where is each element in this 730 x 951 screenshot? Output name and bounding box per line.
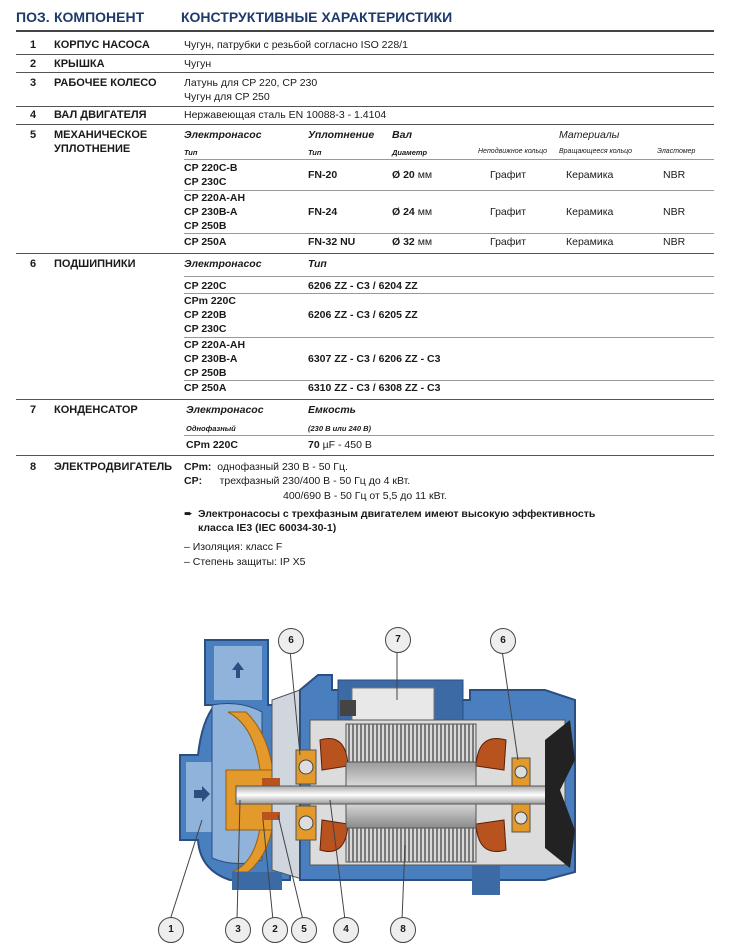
row-1-component: КОРПУС НАСОСА (54, 39, 150, 51)
seal-model: CP 230C (184, 176, 227, 188)
row-2-number: 2 (29, 58, 37, 70)
row-5-number: 5 (29, 129, 37, 141)
row-4-component: ВАЛ ДВИГАТЕЛЯ (54, 109, 147, 121)
row-4-spec: Нержавеющая сталь EN 10088-3 - 1.4104 (184, 109, 387, 121)
seal-col-pump: Электронасос (184, 129, 262, 141)
bearing-model: CP 230B-A (184, 353, 238, 365)
row-6-number: 6 (29, 258, 37, 270)
row-1-spec: Чугун, патрубки с резьбой согласно ISO 228/1 (184, 39, 408, 51)
arrow-icon: ➨ (184, 508, 193, 520)
cap-col-capacity: Емкость (308, 404, 356, 416)
motor-protection: – Степень защиты: IP X5 (184, 556, 306, 568)
row-2-component: КРЫШКА (54, 58, 105, 70)
motor-line-cpm: CPm: однофазный 230 В - 50 Гц. (184, 461, 348, 473)
motor-note-line2: класса IE3 (IEC 60034-30-1) (198, 522, 337, 534)
seal-model: CP 230B-A (184, 206, 238, 218)
bearing-model: CP 220A-AH (184, 339, 246, 351)
seal-type: FN-20 (308, 169, 338, 181)
callout-6-left: 6 (278, 628, 304, 654)
bearing-col-pump: Электронасос (184, 258, 262, 270)
callout-3: 3 (225, 917, 251, 943)
row-5-component-line1: МЕХАНИЧЕСКОЕ (54, 129, 148, 141)
seal-type: FN-24 (308, 206, 338, 218)
row-7-component: КОНДЕНСАТОР (54, 404, 138, 416)
bearing-model: CP 250B (184, 367, 227, 379)
cap-sub-phase: Однофазный (186, 424, 236, 433)
cap-sub-voltage: (230 В или 240 В) (308, 424, 372, 433)
seal-sub-rotating-ring: Вращающееся кольцо (559, 148, 633, 155)
cap-value: 70 µF - 450 В (308, 439, 372, 451)
seal-sub-diameter: Диаметр (392, 148, 428, 157)
seal-col-shaft: Вал (392, 129, 413, 141)
seal-rotating: Керамика (566, 169, 614, 181)
row-5-component-line2: УПЛОТНЕНИЕ (54, 143, 131, 155)
seal-type: FN-32 NU (308, 236, 356, 248)
seal-diameter: Ø 32 мм (392, 236, 433, 248)
seal-model: CP 250A (184, 236, 227, 248)
bearing-model: CP 230C (184, 323, 227, 335)
row-3-spec-line2: Чугун для CP 250 (184, 91, 270, 103)
callout-7: 7 (385, 627, 411, 653)
row-3-number: 3 (29, 77, 37, 89)
callout-5: 5 (291, 917, 317, 943)
seal-fixed: Графит (490, 206, 527, 218)
bearing-type: 6206 ZZ - C3 / 6204 ZZ (308, 280, 418, 292)
row-1-number: 1 (29, 39, 37, 51)
seal-sub-type2: Тип (308, 148, 322, 157)
motor-line-3: 400/690 В - 50 Гц от 5,5 до 11 кВт. (283, 490, 447, 502)
seal-diameter: Ø 20 мм (392, 169, 433, 181)
callout-1: 1 (158, 917, 184, 943)
seal-rotating: Керамика (566, 236, 614, 248)
seal-elastomer: NBR (663, 206, 686, 218)
header-component: КОМПОНЕНТ (54, 9, 145, 25)
callout-2: 2 (262, 917, 288, 943)
seal-model: CP 220C-B (184, 162, 238, 174)
callout-8: 8 (390, 917, 416, 943)
seal-sub-type: Тип (184, 148, 198, 157)
motor-note-line1: Электронасосы с трехфазным двигателем имеют высокую эффективность (198, 508, 596, 520)
seal-rotating: Керамика (566, 206, 614, 218)
bearing-type: 6206 ZZ - C3 / 6205 ZZ (308, 309, 418, 321)
seal-model: CP 250B (184, 220, 227, 232)
row-3-component: РАБОЧЕЕ КОЛЕСО (54, 77, 157, 89)
row-3-spec-line1: Латунь для CP 220, CP 230 (184, 77, 318, 89)
row-7-number: 7 (29, 404, 37, 416)
bearing-model: CP 220B (184, 309, 227, 321)
header-pos: ПОЗ. (16, 9, 50, 25)
seal-fixed: Графит (490, 236, 527, 248)
cap-model: CPm 220C (186, 439, 238, 451)
bearing-type: 6310 ZZ - C3 / 6308 ZZ - C3 (308, 382, 441, 394)
seal-fixed: Графит (490, 169, 527, 181)
row-6-component: ПОДШИПНИКИ (54, 258, 136, 270)
row-2-spec: Чугун (184, 58, 212, 70)
row-8-component: ЭЛЕКТРОДВИГАТЕЛЬ (54, 461, 173, 473)
seal-elastomer: NBR (663, 169, 686, 181)
seal-col-materials: Материалы (559, 129, 620, 141)
seal-sub-fixed-ring: Неподвижное кольцо (478, 148, 548, 155)
cap-col-pump: Электронасос (186, 404, 264, 416)
row-4-number: 4 (29, 109, 37, 121)
motor-line-cp: CP: трехфазный 230/400 В - 50 Гц до 4 кВт. (184, 475, 411, 487)
bearing-col-type: Тип (308, 258, 327, 270)
header-specs: КОНСТРУКТИВНЫЕ ХАРАКТЕРИСТИКИ (181, 9, 453, 25)
seal-elastomer: NBR (663, 236, 686, 248)
bearing-model: CP 250A (184, 382, 227, 394)
seal-diameter: Ø 24 мм (392, 206, 433, 218)
seal-sub-elastomer: Эластомер (657, 148, 696, 155)
bearing-type: 6307 ZZ - C3 / 6206 ZZ - C3 (308, 353, 441, 365)
callout-4: 4 (333, 917, 359, 943)
bearing-model: CP 220C (184, 280, 227, 292)
motor-insulation: – Изоляция: класс F (184, 541, 283, 553)
row-8-number: 8 (29, 461, 37, 473)
bearing-model: CPm 220C (184, 295, 236, 307)
callout-6-right: 6 (490, 628, 516, 654)
seal-col-seal: Уплотнение (308, 129, 375, 141)
seal-model: CP 220A-AH (184, 192, 246, 204)
